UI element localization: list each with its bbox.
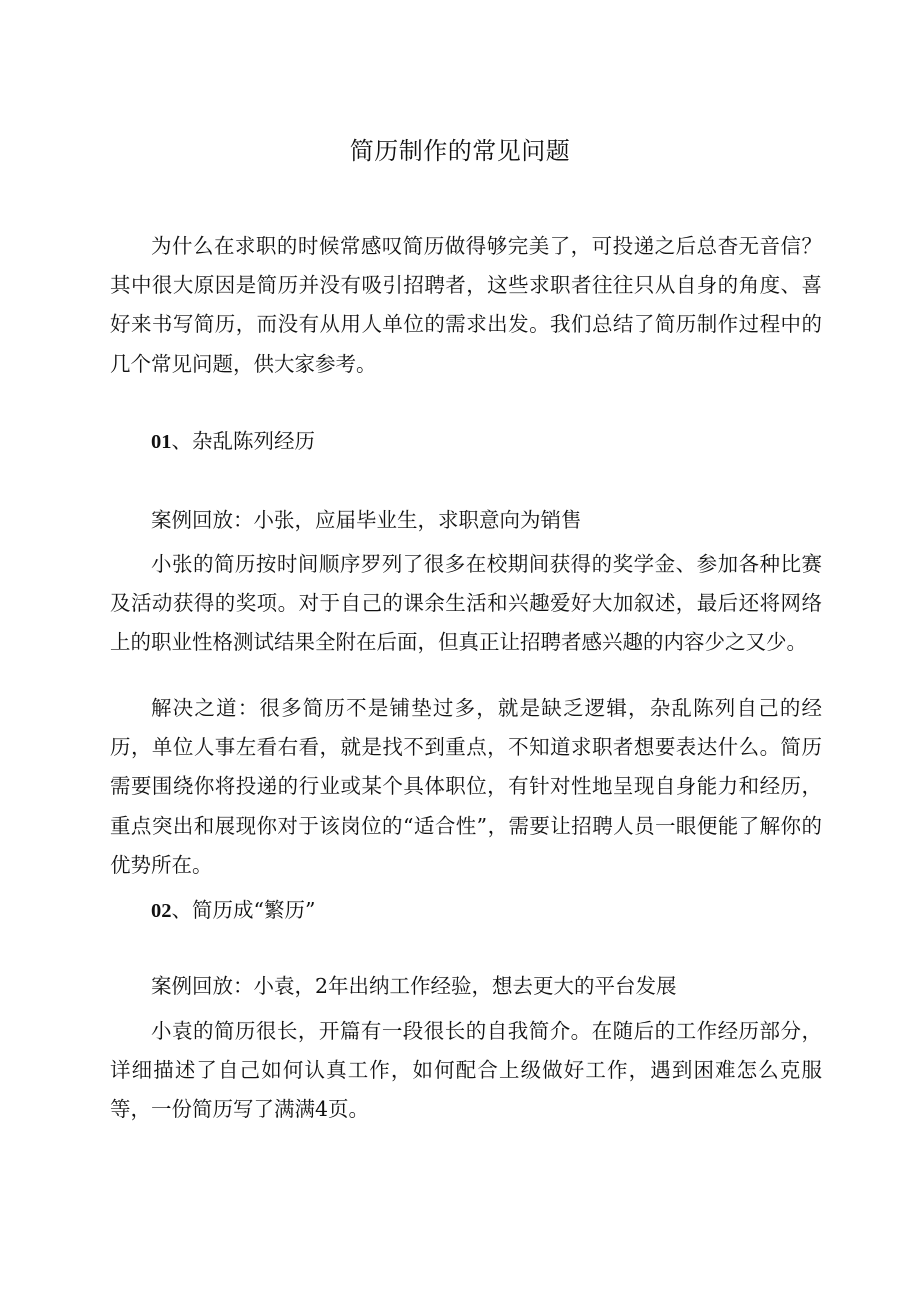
case-body-paragraph: 小张的简历按时间顺序罗列了很多在校期间获得的奖学金、参加各种比赛及活动获得的奖项。对于自己的课余生活和兴趣爱好大加叙述，最后还将网络上的职业性格测试结果全附在后面，但真正让招聘者感兴趣的内容少之又少。 <box>110 552 822 655</box>
section-number: 02 <box>151 900 172 922</box>
intro-paragraph: 为什么在求职的时候常感叹简历做得够完美了，可投递之后总杳无音信？其中很大原因是简历并没有吸引招聘者，这些求职者往往只从自身的角度、喜好来书写简历，而没有从用人单位的需求出发。我们总结了简历制作过程中的几个常见问题，供大家参考。 <box>110 234 822 376</box>
section-heading-02 <box>151 895 315 926</box>
section-heading-01 <box>151 426 315 457</box>
section-number: 01 <box>151 431 172 453</box>
section-heading-text: 、杂乱陈列经历 <box>171 429 315 453</box>
solution-paragraph: 解决之道：很多简历不是铺垫过多，就是缺乏逻辑，杂乱陈列自己的经历，单位人事左看右看，就是找不到重点，不知道求职者想要表达什么。简历需要围绕你将投递的行业或某个具体职位，有针对性地呈现自身能力和经历，重点突出和展现你对于该岗位的“适合性”，需要让招聘人员一眼便能了解你的优势所在。 <box>110 696 822 877</box>
case-review-line: 案例回放：小袁，2年出纳工作经验，想去更大的平台发展 <box>151 974 677 998</box>
section-heading-text: 、简历成“繁历” <box>171 898 316 922</box>
document-title: 简历制作的常见问题 <box>349 137 571 165</box>
case-body-paragraph: 小袁的简历很长，开篇有一段很长的自我简介。在随后的工作经历部分，详细描述了自己如何认真工作，如何配合上级做好工作，遇到困难怎么克服等，一份简历写了满满4页。 <box>110 1019 822 1122</box>
case-review-line: 案例回放：小张，应届毕业生，求职意向为销售 <box>151 508 582 532</box>
